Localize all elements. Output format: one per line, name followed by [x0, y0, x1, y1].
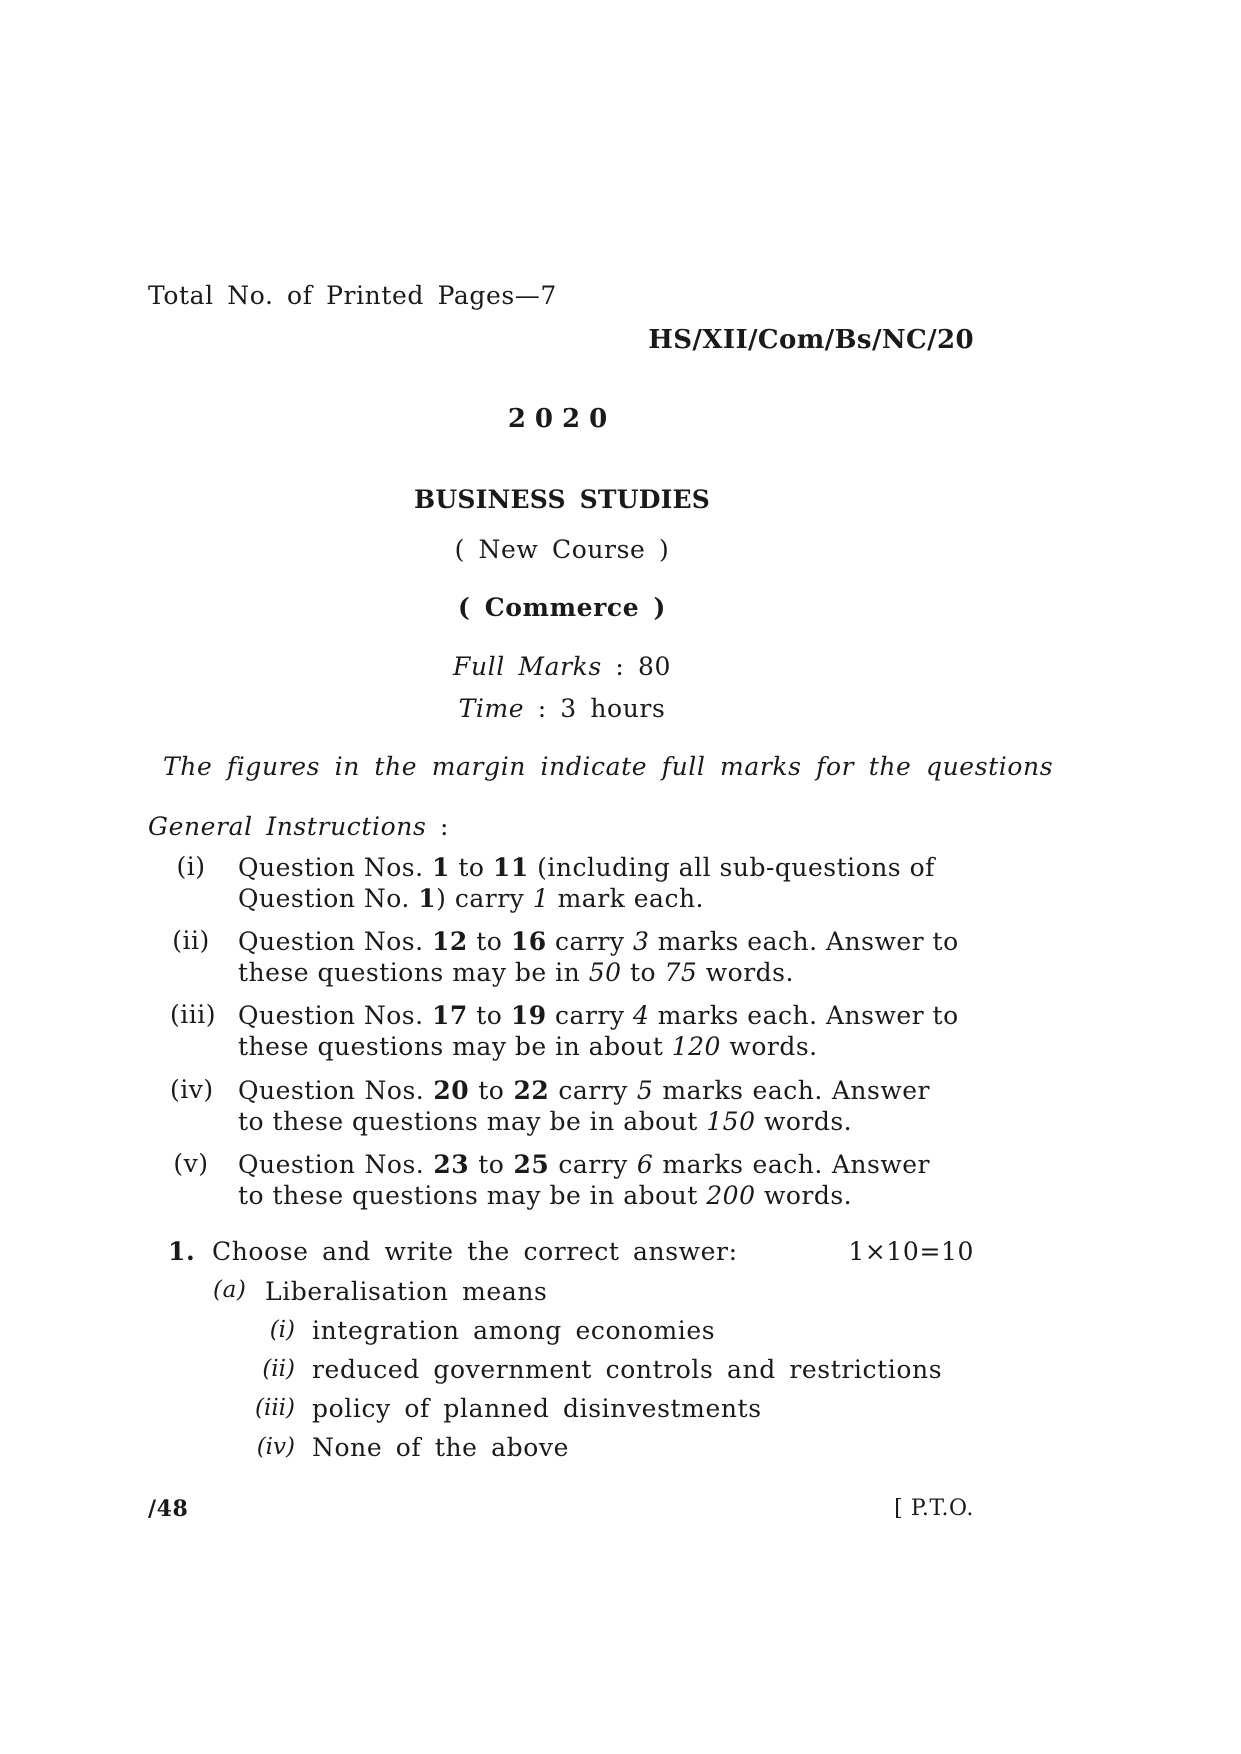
option-number: (iv) — [256, 1434, 295, 1460]
question-1-marks: 1×10=10 — [848, 1237, 974, 1266]
full-marks-value: : 80 — [615, 652, 671, 681]
time-label: Time — [458, 694, 525, 723]
footer-pto: [ P.T.O. — [894, 1496, 974, 1521]
instruction-text: Question Nos. 20 to 22 carry 5 marks each. Answer to these questions may be in about 150 words. — [238, 1076, 931, 1136]
instruction-text: Question Nos. 23 to 25 carry 6 marks each. Answer to these questions may be in about 200 words. — [238, 1150, 931, 1210]
margin-note: The figures in the margin indicate full marks for the questions — [163, 752, 1054, 781]
instruction-number: (iii) — [170, 1000, 216, 1029]
instruction-item — [170, 1149, 930, 1211]
option-text: None of the above — [312, 1433, 569, 1462]
instruction-number: (i) — [176, 852, 206, 881]
instruction-text: Question Nos. 17 to 19 carry 4 marks each. Answer to these questions may be in about 120 words. — [238, 1001, 959, 1061]
footer-page-code: /48 — [148, 1496, 189, 1522]
instruction-text: Question Nos. 1 to 11 (including all sub-questions of Question No. 1) carry 1 mark each. — [238, 853, 935, 913]
instructions-heading-colon: : — [439, 812, 449, 841]
instruction-item — [170, 1000, 959, 1062]
option-text: integration among economies — [312, 1316, 716, 1345]
instructions-heading — [148, 812, 449, 841]
option-text: policy of planned disinvestments — [312, 1394, 762, 1423]
instruction-text: Question Nos. 12 to 16 carry 3 marks each. Answer to these questions may be in 50 to 75 words. — [238, 927, 959, 987]
exam-year: 2020 — [507, 404, 617, 434]
instruction-item — [170, 926, 959, 988]
instruction-item — [170, 1075, 930, 1137]
instruction-item — [170, 852, 935, 914]
option-number: (iii) — [255, 1395, 296, 1421]
instruction-number: (ii) — [172, 926, 210, 955]
question-1-number: 1. — [168, 1237, 196, 1266]
option-number: (i) — [269, 1317, 295, 1343]
paper-code: HS/XII/Com/Bs/NC/20 — [648, 325, 974, 355]
subject-title: BUSINESS STUDIES — [414, 485, 710, 514]
option-text: reduced government controls and restrictions — [312, 1355, 943, 1384]
option-number: (ii) — [262, 1356, 295, 1382]
question-1-text: Choose and write the correct answer: — [212, 1237, 738, 1266]
time-allowed — [0, 694, 1124, 723]
time-value: : 3 hours — [537, 694, 666, 723]
course-label: ( New Course ) — [454, 535, 670, 564]
printed-pages-count: Total No. of Printed Pages—7 — [148, 281, 557, 310]
full-marks-label: Full Marks — [453, 652, 602, 681]
part-a-text: Liberalisation means — [265, 1277, 548, 1306]
instruction-number: (iv) — [170, 1075, 214, 1104]
instructions-heading-text: General Instructions — [148, 812, 427, 841]
part-a-label: (a) — [213, 1277, 247, 1303]
full-marks — [0, 652, 1124, 681]
instruction-number: (v) — [173, 1149, 209, 1178]
stream-label: ( Commerce ) — [458, 593, 666, 622]
